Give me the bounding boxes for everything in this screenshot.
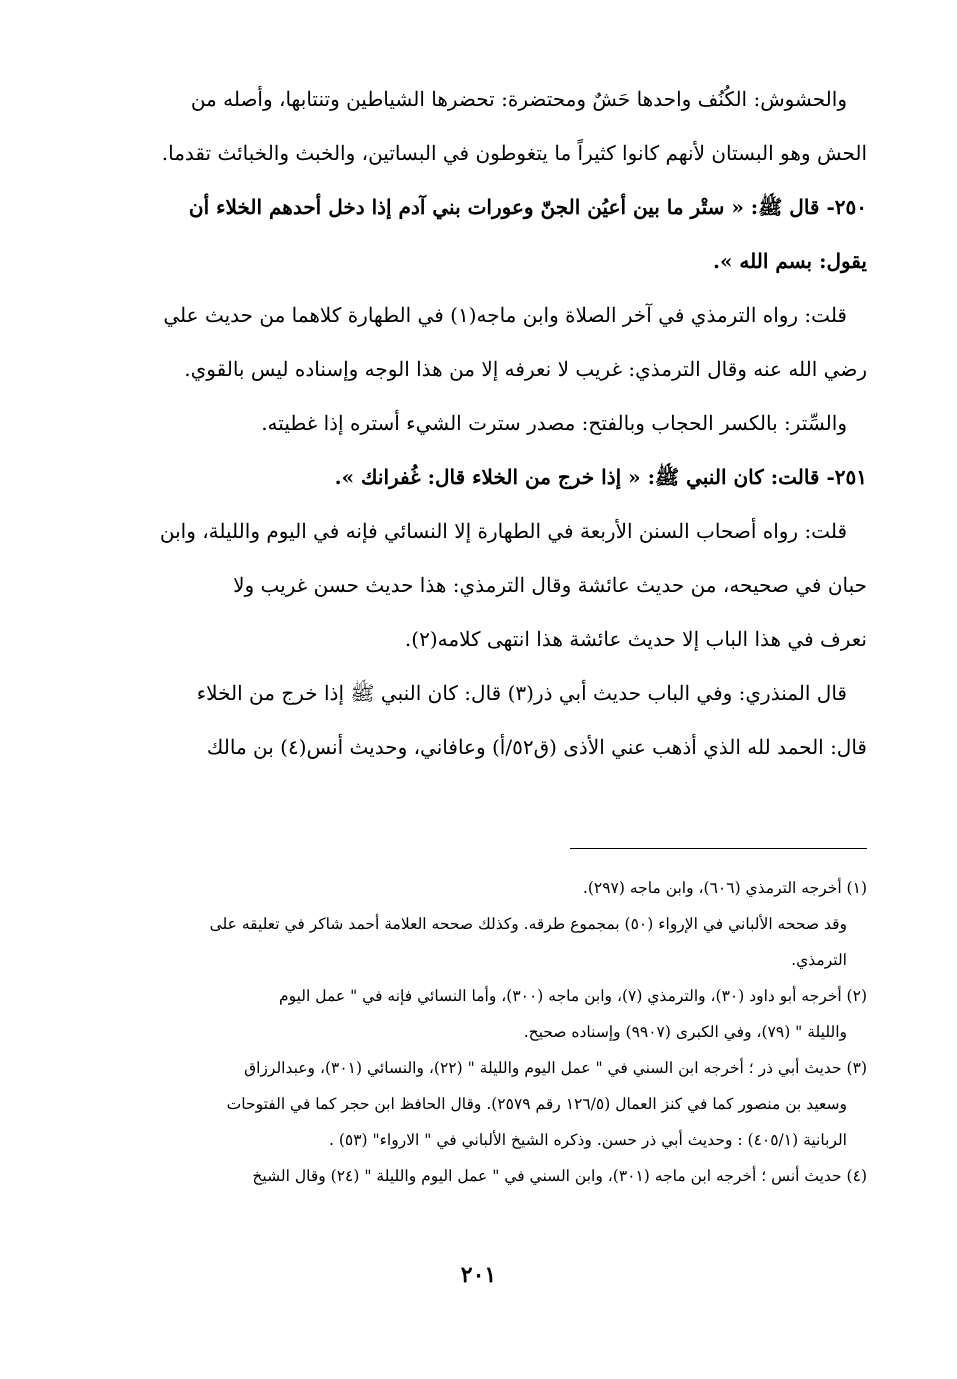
text-line: حبان في صحيحه، من حديث عائشة وقال الترمذي: هذا حديث حسن غريب ولا bbox=[233, 573, 867, 597]
text-line: والحشوش: الكُنُف واحدها حَشٌ ومحتضرة: تحضرها الشياطين وتنتابها، وأصله من bbox=[190, 87, 847, 111]
page-number: ٢٠١ bbox=[460, 1262, 497, 1288]
text-line: نعرف في هذا الباب إلا حديث عائشة هذا انتهى كلامه(٢). bbox=[404, 627, 867, 651]
footnote-line: (٢) أخرجه أبو داود (٣٠)، والترمذي (٧)، وابن ماجه (٣٠٠)، وأما النسائي فإنه في " عمل اليوم bbox=[278, 987, 867, 1005]
text-line: قال: الحمد لله الذي أذهب عني الأذى (ق٥٢/أ) وعافاني، وحديث أنس(٤) بن مالك bbox=[206, 735, 867, 759]
text-line: قلت: رواه أصحاب السنن الأربعة في الطهارة إلا النسائي فإنه في اليوم والليلة، وابن bbox=[159, 519, 847, 543]
footnote-line: (١) أخرجه الترمذي (٦٠٦)، وابن ماجه (٢٩٧). bbox=[582, 879, 867, 897]
footnote-line: والليلة " (٧٩)، وفي الكبرى (٩٩٠٧) وإسناده صحيح. bbox=[523, 1023, 847, 1041]
footnote-line: الترمذي. bbox=[791, 951, 847, 969]
footnotes bbox=[95, 870, 867, 1194]
footnote-line: الربانية (٤٠٥/١) : وحديث أبي ذر حسن. وذكره الشيخ الألباني في " الارواء" (٥٣) . bbox=[328, 1131, 847, 1149]
text-line: ٢٥٠- قال ﷺ: « ستْر ما بين أعيُن الجنّ وعورات بني آدم إذا دخل أحدهم الخلاء أن bbox=[188, 195, 867, 219]
text-line: الحش وهو البستان لأنهم كانوا كثيراً ما يتغوطون في البساتين، والخبث والخبائث تقدما. bbox=[161, 141, 867, 165]
text-line: والسِّتر: بالكسر الحجاب وبالفتح: مصدر سترت الشيء أستره إذا غطيته. bbox=[261, 411, 847, 435]
text-line: رضي الله عنه وقال الترمذي: غريب لا نعرفه إلا من هذا الوجه وإسناده ليس بالقوي. bbox=[184, 357, 867, 381]
text-line: قال المنذري: وفي الباب حديث أبي ذر(٣) قال: كان النبي ﷺ إذا خرج من الخلاء bbox=[196, 681, 847, 705]
main-text bbox=[95, 72, 867, 774]
footnote-line: وقد صححه الألباني في الإرواء (٥٠) بمجموع طرقه. وكذلك صححه العلامة أحمد شاكر في تعليقه على bbox=[209, 915, 847, 933]
text-line: ٢٥١- قالت: كان النبي ﷺ: « إذا خرج من الخلاء قال: غُفرانك ». bbox=[334, 465, 867, 489]
footnote-line: (٤) حديث أنس ؛ أخرجه ابن ماجه (٣٠١)، وابن السني في " عمل اليوم والليلة " (٢٤) وقال الشيخ bbox=[252, 1167, 867, 1185]
text-line: قلت: رواه الترمذي في آخر الصلاة وابن ماجه(١) في الطهارة كلاهما من حديث علي bbox=[163, 303, 847, 327]
text-line: يقول: بسم الله ». bbox=[713, 249, 867, 273]
footnote-divider bbox=[570, 848, 867, 849]
footnote-line: وسعيد بن منصور كما في كنز العمال (١٢٦/٥ رقم ٢٥٧٩). وقال الحافظ ابن حجر كما في الفتوحات bbox=[226, 1095, 847, 1113]
footnote-line: (٣) حديث أبي ذر ؛ أخرجه ابن السني في " عمل اليوم والليلة " (٢٢)، والنسائي (٣٠١)، وعبدالرزاق bbox=[244, 1059, 867, 1077]
